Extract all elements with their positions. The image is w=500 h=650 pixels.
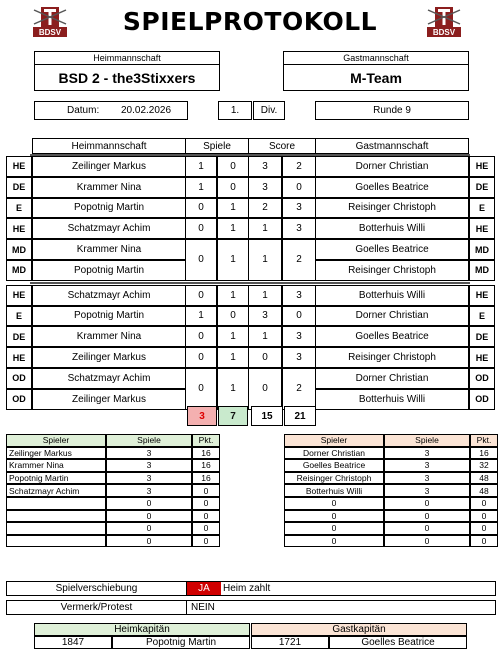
row-home-player: Krammer Nina: [32, 326, 186, 347]
row-away-player: Botterhuis Willi: [315, 218, 469, 239]
stats-header-games: Spiele: [384, 434, 470, 447]
row-code-left: MD: [6, 260, 32, 281]
total-away-score: 21: [284, 406, 316, 426]
postpone-label: Spielverschiebung: [7, 582, 187, 595]
row-away-player: Reisinger Christoph: [315, 198, 469, 219]
logo-right-text: BDSV: [432, 27, 456, 37]
col-header-games: Spiele: [185, 138, 249, 154]
section-divider: [30, 282, 470, 284]
away-captain-label: Gastkapitän: [251, 623, 467, 636]
stats-player-games: 3: [106, 472, 192, 485]
row-away-player: Goelles Beatrice: [315, 177, 469, 198]
stats-player-points: 48: [470, 472, 498, 485]
row-away-score: 2: [282, 368, 316, 410]
row-home-games: 1: [185, 306, 217, 327]
row-away-games: 0: [217, 306, 249, 327]
stats-player-points: 0: [192, 497, 220, 510]
stats-player-games: 3: [384, 447, 470, 460]
stats-player-games: 3: [384, 472, 470, 485]
row-home-player: Zeilinger Markus: [32, 156, 186, 177]
row-code-left: OD: [6, 389, 32, 410]
row-code-right: E: [469, 198, 495, 219]
stats-player-name: Goelles Beatrice: [284, 459, 384, 472]
row-home-score: 1: [248, 239, 282, 281]
stats-player-points: 16: [192, 472, 220, 485]
row-away-games: 0: [217, 156, 249, 177]
logo-left-text: BDSV: [38, 27, 62, 37]
row-home-player: Schatzmayr Achim: [32, 218, 186, 239]
stats-player-points: 0: [470, 497, 498, 510]
stats-player-games: 0: [384, 522, 470, 535]
stats-player-name: Krammer Nina: [6, 459, 106, 472]
stats-player-name: Reisinger Christoph: [284, 472, 384, 485]
row-code-left: MD: [6, 239, 32, 260]
stats-player-games: 0: [384, 497, 470, 510]
postpone-note: Heim zahlt: [223, 583, 271, 594]
col-header-score: Score: [248, 138, 316, 154]
stats-player-games: 3: [106, 484, 192, 497]
away-team-name: M-Team: [350, 69, 402, 86]
stats-player-points: 16: [192, 447, 220, 460]
stats-player-points: 0: [470, 522, 498, 535]
stats-player-name: [6, 497, 106, 510]
row-away-score: 3: [282, 326, 316, 347]
date-field: [34, 101, 188, 120]
row-away-games: 0: [217, 177, 249, 198]
round-field: Runde 9: [315, 101, 469, 120]
row-home-games: 1: [185, 156, 217, 177]
away-team-label: Gastmannschaft: [284, 52, 468, 65]
row-code-right: HE: [469, 218, 495, 239]
row-home-player: Krammer Nina: [32, 177, 186, 198]
stats-header-points: Pkt.: [192, 434, 220, 447]
table-outline-top: [30, 154, 470, 156]
row-home-games: 0: [185, 218, 217, 239]
postpone-row: [6, 581, 496, 596]
stats-header-player: Spieler: [284, 434, 384, 447]
stats-player-name: Schatzmayr Achim: [6, 484, 106, 497]
stats-player-name: 0: [284, 535, 384, 548]
stats-player-name: [6, 510, 106, 523]
row-code-left: E: [6, 198, 32, 219]
stats-player-games: 0: [106, 522, 192, 535]
row-code-left: HE: [6, 347, 32, 368]
row-code-right: E: [469, 306, 495, 327]
protest-row: [6, 600, 496, 615]
row-home-games: 0: [185, 239, 217, 281]
division-label: Div.: [253, 101, 285, 120]
row-code-left: E: [6, 306, 32, 327]
row-home-games: 0: [185, 347, 217, 368]
row-home-score: 1: [248, 285, 282, 306]
stats-player-points: 16: [470, 447, 498, 460]
logo-left: [32, 6, 68, 41]
total-home-games: 3: [187, 406, 217, 426]
stats-header-games: Spiele: [106, 434, 192, 447]
row-away-player: Goelles Beatrice: [315, 326, 469, 347]
away-team-box: [283, 51, 469, 91]
stats-player-games: 3: [106, 447, 192, 460]
stats-player-games: 0: [384, 535, 470, 548]
row-home-games: 1: [185, 177, 217, 198]
row-home-score: 0: [248, 368, 282, 410]
row-code-left: OD: [6, 368, 32, 389]
stats-player-points: 16: [192, 459, 220, 472]
row-away-player: Reisinger Christoph: [315, 347, 469, 368]
row-away-score: 2: [282, 156, 316, 177]
row-away-score: 3: [282, 347, 316, 368]
row-away-games: 1: [217, 218, 249, 239]
col-header-away: Gastmannschaft: [315, 138, 469, 154]
stats-player-name: 0: [284, 522, 384, 535]
home-team-label: Heimmannschaft: [35, 52, 219, 65]
stats-player-name: [6, 522, 106, 535]
row-code-left: HE: [6, 218, 32, 239]
row-code-right: OD: [469, 389, 495, 410]
row-away-score: 2: [282, 239, 316, 281]
row-code-right: HE: [469, 156, 495, 177]
stats-player-points: 0: [470, 535, 498, 548]
row-home-player: Schatzmayr Achim: [32, 285, 186, 306]
row-away-games: 1: [217, 239, 249, 281]
stats-header-points: Pkt.: [470, 434, 498, 447]
stats-player-points: 0: [192, 484, 220, 497]
stats-player-points: 0: [470, 510, 498, 523]
stats-player-games: 0: [106, 510, 192, 523]
row-away-player: Dorner Christian: [315, 156, 469, 177]
date-value: 20.02.2026: [121, 105, 172, 116]
row-away-score: 0: [282, 177, 316, 198]
row-away-player: Goelles Beatrice: [315, 239, 469, 260]
home-team-box: [34, 51, 220, 91]
home-captain-label: Heimkapitän: [34, 623, 250, 636]
row-code-right: MD: [469, 239, 495, 260]
row-away-games: 1: [217, 347, 249, 368]
stats-player-name: Botterhuis Willi: [284, 484, 384, 497]
row-away-games: 1: [217, 198, 249, 219]
col-header-home: Heimmannschaft: [32, 138, 186, 154]
row-home-score: 3: [248, 177, 282, 198]
stats-player-games: 0: [384, 510, 470, 523]
row-away-player: Dorner Christian: [315, 368, 469, 389]
division-number: 1.: [218, 101, 252, 120]
stats-player-points: 0: [192, 510, 220, 523]
stats-player-name: Dorner Christian: [284, 447, 384, 460]
row-code-right: DE: [469, 326, 495, 347]
row-code-right: DE: [469, 177, 495, 198]
stats-player-name: [6, 535, 106, 548]
row-home-player: Zeilinger Markus: [32, 347, 186, 368]
stats-player-points: 32: [470, 459, 498, 472]
row-away-player: Botterhuis Willi: [315, 389, 469, 410]
postpone-value: JA: [187, 582, 221, 595]
row-code-right: HE: [469, 285, 495, 306]
stats-player-name: Popotnig Martin: [6, 472, 106, 485]
row-home-score: 1: [248, 218, 282, 239]
stats-player-points: 0: [192, 535, 220, 548]
row-home-score: 3: [248, 156, 282, 177]
row-home-score: 2: [248, 198, 282, 219]
away-captain-name: Goelles Beatrice: [329, 636, 467, 649]
row-home-score: 3: [248, 306, 282, 327]
stats-player-name: 0: [284, 510, 384, 523]
page-title: SPIELPROTOKOLL: [122, 6, 378, 36]
row-away-games: 1: [217, 368, 249, 410]
row-home-score: 0: [248, 347, 282, 368]
row-home-games: 0: [185, 368, 217, 410]
row-away-player: Reisinger Christoph: [315, 260, 469, 281]
stats-player-games: 0: [106, 535, 192, 548]
row-away-player: Botterhuis Willi: [315, 285, 469, 306]
stats-player-name: Zeilinger Markus: [6, 447, 106, 460]
row-home-player: Popotnig Martin: [32, 260, 186, 281]
row-code-right: OD: [469, 368, 495, 389]
row-code-right: HE: [469, 347, 495, 368]
row-code-left: HE: [6, 156, 32, 177]
row-home-player: Zeilinger Markus: [32, 389, 186, 410]
stats-header-player: Spieler: [6, 434, 106, 447]
logo-right: [426, 6, 462, 41]
stats-player-games: 3: [384, 484, 470, 497]
row-away-player: Dorner Christian: [315, 306, 469, 327]
row-away-score: 3: [282, 285, 316, 306]
total-away-games: 7: [218, 406, 248, 426]
row-away-score: 0: [282, 306, 316, 327]
total-home-score: 15: [251, 406, 283, 426]
row-home-games: 0: [185, 198, 217, 219]
stats-player-name: 0: [284, 497, 384, 510]
date-label: Datum:: [67, 105, 100, 116]
row-away-score: 3: [282, 198, 316, 219]
row-home-player: Popotnig Martin: [32, 306, 186, 327]
row-home-player: Schatzmayr Achim: [32, 368, 186, 389]
stats-player-games: 3: [384, 459, 470, 472]
stats-player-games: 0: [106, 497, 192, 510]
stats-player-points: 0: [192, 522, 220, 535]
row-away-score: 3: [282, 218, 316, 239]
away-captain-id: 1721: [251, 636, 329, 649]
row-home-games: 0: [185, 285, 217, 306]
home-captain-name: Popotnig Martin: [112, 636, 250, 649]
row-away-games: 1: [217, 326, 249, 347]
protest-value: NEIN: [191, 602, 215, 613]
row-code-right: MD: [469, 260, 495, 281]
home-captain-id: 1847: [34, 636, 112, 649]
row-home-player: Krammer Nina: [32, 239, 186, 260]
row-home-games: 0: [185, 326, 217, 347]
row-code-left: DE: [6, 177, 32, 198]
row-home-player: Popotnig Martin: [32, 198, 186, 219]
protest-label: Vermerk/Protest: [7, 601, 187, 614]
row-away-games: 1: [217, 285, 249, 306]
stats-player-games: 3: [106, 459, 192, 472]
stats-player-points: 48: [470, 484, 498, 497]
home-team-name: BSD 2 - the3Stixxers: [58, 69, 196, 86]
row-code-left: DE: [6, 326, 32, 347]
row-code-left: HE: [6, 285, 32, 306]
row-home-score: 1: [248, 326, 282, 347]
